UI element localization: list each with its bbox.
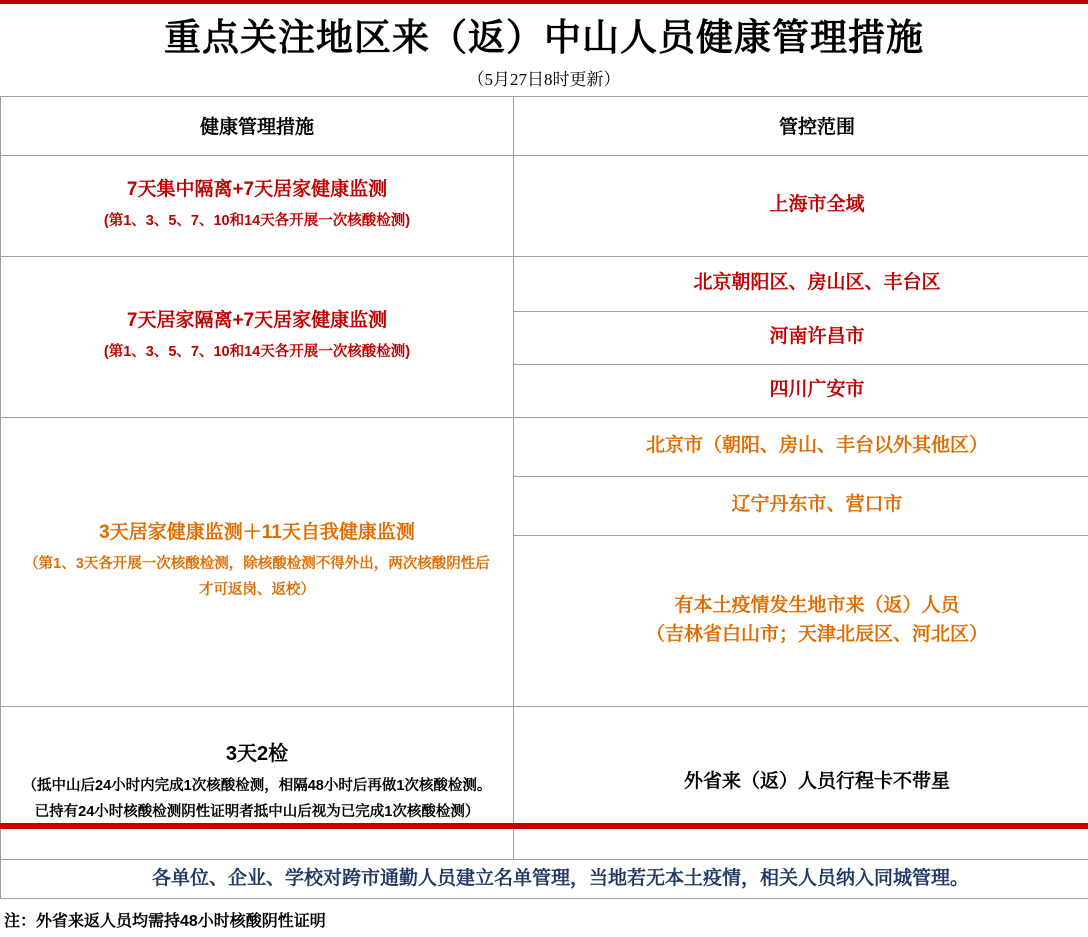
measure-cell-3 <box>1 417 514 706</box>
scope-text-2-2: 四川广安市 <box>522 376 1088 405</box>
measure-cell-4 <box>1 706 514 859</box>
column-header-measures: 健康管理措施 <box>1 96 514 155</box>
measure-cell-1 <box>1 155 514 256</box>
scope-cell-3-2 <box>514 535 1088 706</box>
scope-text-3-2: 有本土疫情发生地市来（返）人员 <box>522 592 1088 621</box>
scope-text-2-1: 河南许昌市 <box>522 323 1088 352</box>
scope-text-3-3: （吉林省白山市；天津北辰区、河北区） <box>522 621 1088 650</box>
measure-note-4: （抵中山后24小时内完成1次核酸检测，相隔48小时后再做1次核酸检测。已持有24小时核酸检测阴性证明者抵中山后视为已完成1次核酸检测） <box>9 774 505 825</box>
scope-text-3-0: 北京市（朝阳、房山、丰台以外其他区） <box>522 432 1088 461</box>
table-header-row <box>1 96 1088 155</box>
table-footer-row <box>1 859 1088 899</box>
measure-main-3: 3天居家健康监测＋11天自我健康监测 <box>9 520 505 547</box>
scope-text-1-0: 上海市全域 <box>522 191 1088 220</box>
table-row <box>1 155 1088 256</box>
table-row <box>1 256 1088 311</box>
table-row <box>1 706 1088 859</box>
scope-cell-2-0 <box>514 256 1088 311</box>
scope-text-4-0: 外省来（返）人员行程卡不带星 <box>522 768 1088 797</box>
table-row <box>1 417 1088 476</box>
scope-text-3-1: 辽宁丹东市、营口市 <box>522 491 1088 520</box>
measure-main-4: 3天2检 <box>9 740 505 768</box>
title-block <box>0 4 1088 96</box>
bottom-note: 注：外省来返人员均需持48小时核酸阴性证明 <box>0 899 1088 937</box>
page-title: 重点关注地区来（返）中山人员健康管理措施 <box>0 18 1088 61</box>
scope-cell-3-0 <box>514 417 1088 476</box>
measure-cell-2 <box>1 256 514 417</box>
health-measures-table <box>0 96 1088 900</box>
measure-main-2: 7天居家隔离+7天居家健康监测 <box>9 308 505 335</box>
scope-cell-2-2 <box>514 364 1088 417</box>
scope-text-2-0: 北京朝阳区、房山区、丰台区 <box>522 269 1088 298</box>
footer-note: 各单位、企业、学校对跨市通勤人员建立名单管理，当地若无本土疫情，相关人员纳入同城管理。 <box>1 859 1088 899</box>
scope-cell-2-1 <box>514 311 1088 364</box>
scope-cell-4 <box>514 706 1088 859</box>
column-header-scope: 管控范围 <box>514 96 1088 155</box>
measure-note-2: (第1、3、5、7、10和14天各开展一次核酸检测) <box>9 340 505 365</box>
scope-cell-3-1 <box>514 476 1088 535</box>
page-subtitle: （5月27日8时更新） <box>0 65 1088 90</box>
bottom-accent-bar <box>0 823 1088 829</box>
scope-cell-1 <box>514 155 1088 256</box>
measure-note-1: (第1、3、5、7、10和14天各开展一次核酸检测) <box>9 209 505 234</box>
measure-note-3: （第1、3天各开展一次核酸检测，除核酸检测不得外出，两次核酸阴性后才可返岗、返校） <box>9 552 505 603</box>
measure-main-1: 7天集中隔离+7天居家健康监测 <box>9 177 505 204</box>
